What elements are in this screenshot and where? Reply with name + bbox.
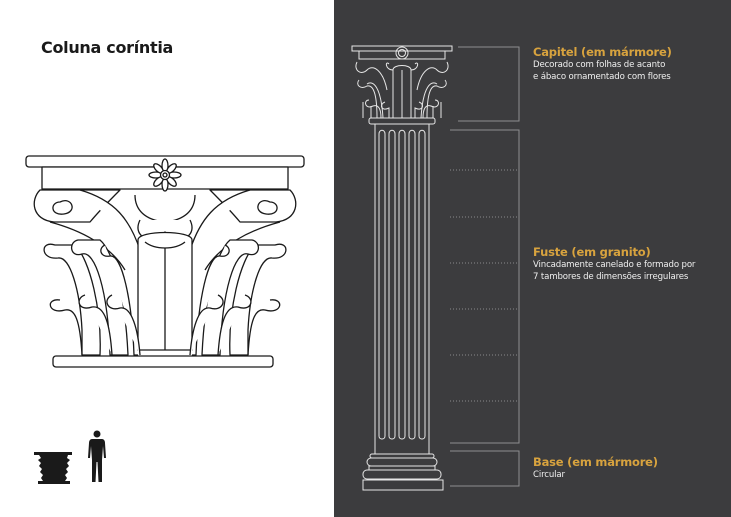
shaft-label [533, 245, 695, 283]
corinthian-column-illustration [345, 40, 455, 490]
human-figure-icon [87, 430, 107, 484]
base-heading: Base (em mármore) [533, 455, 658, 469]
left-panel [0, 0, 334, 517]
shaft-heading: Fuste (em granito) [533, 245, 651, 259]
capital-label [533, 45, 672, 83]
capital-silhouette-icon [34, 452, 74, 484]
shaft-description-line-2: 7 tambores de dimensões irregulares [533, 272, 689, 282]
page-title: Coluna coríntia [41, 38, 174, 57]
capital-heading: Capitel (em mármore) [533, 45, 672, 59]
shaft-description-line-1: Vincadamente canelado e formado por [533, 260, 696, 270]
part-brackets [440, 40, 530, 490]
capital-description-line-1: Decorado com folhas de acanto [533, 60, 666, 70]
base-label [533, 455, 658, 481]
capital-description-line-2: e ábaco ornamentado com flores [533, 72, 671, 82]
base-description-line-1: Circular [533, 470, 565, 480]
corinthian-capital-illustration [20, 150, 330, 390]
